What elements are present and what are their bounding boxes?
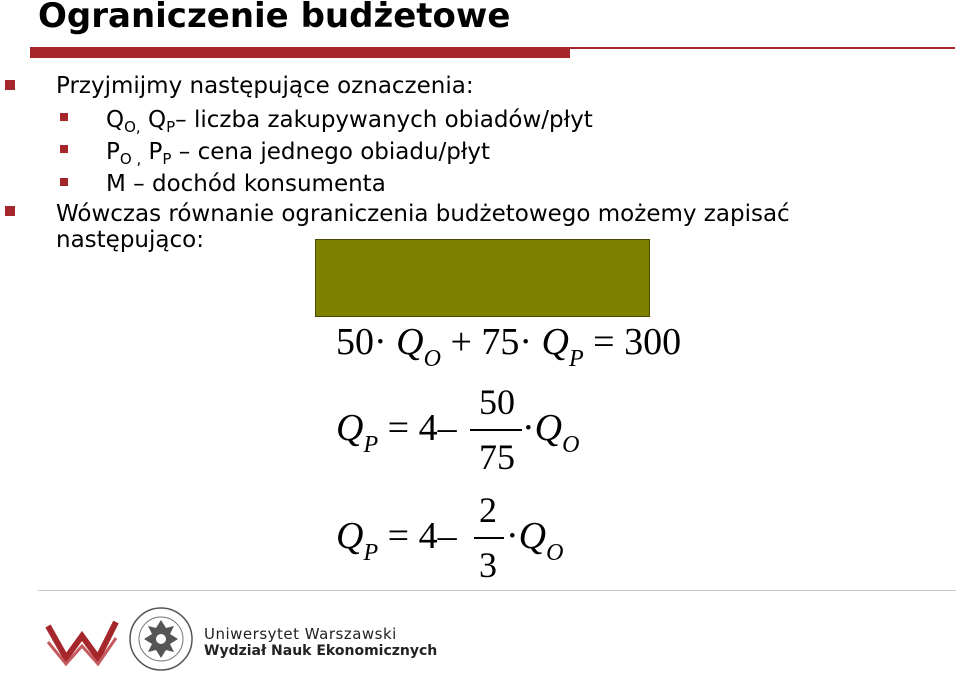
- var-q: Q: [336, 515, 364, 557]
- title-underline: [30, 47, 955, 59]
- equation-qp-2-tail: [506, 514, 564, 566]
- conclusion-line-2: następująco:: [56, 227, 204, 253]
- subscript-o: O: [423, 346, 441, 372]
- square-bullet-icon: [60, 145, 68, 153]
- plus-operator: +: [450, 321, 472, 363]
- q-symbol: Q: [148, 107, 167, 133]
- intro-text: Przyjmijmy następujące oznaczenia:: [56, 73, 474, 99]
- var-q: Q: [541, 321, 569, 363]
- var-q: Q: [396, 321, 424, 363]
- subscript-o: O: [546, 540, 564, 566]
- equals-operator: =: [593, 321, 615, 363]
- wne-logo-icon: [44, 616, 120, 668]
- highlight-box: [315, 239, 650, 317]
- subscript-p: P: [569, 346, 584, 372]
- var-q: Q: [518, 515, 547, 557]
- equation-qp-2: [336, 514, 457, 566]
- conclusion-line-1: Wówczas równanie ograniczenia budżetowego możemy zapisać: [56, 201, 790, 227]
- item-description: – cena jednego obiadu/płyt: [178, 139, 491, 165]
- equals-operator: =: [387, 407, 410, 449]
- fraction-numerator: 50: [479, 382, 515, 422]
- footer-divider: [38, 590, 956, 591]
- p-subscript: P: [162, 150, 172, 168]
- subscript-p: P: [363, 432, 379, 458]
- logo-university-name: Uniwersytet Warszawski: [204, 625, 397, 643]
- equals-operator: =: [387, 515, 410, 557]
- p-symbol: P: [148, 139, 163, 165]
- dot-operator: ·: [522, 407, 535, 449]
- p-subscript: O ,: [119, 150, 142, 168]
- p-symbol: P: [106, 139, 120, 165]
- q-subscript: P: [166, 118, 176, 136]
- title-underline-thin: [570, 47, 955, 49]
- fraction-denominator: 3: [479, 545, 497, 585]
- square-bullet-icon: [5, 206, 15, 216]
- item-prices: [106, 138, 490, 166]
- coef-75: 75: [481, 321, 520, 363]
- value-4: 4: [418, 407, 438, 449]
- equation-qp-1: [336, 406, 457, 458]
- square-bullet-icon: [5, 80, 15, 90]
- minus-operator: –: [437, 407, 457, 449]
- coef-50: 50: [336, 321, 374, 363]
- fraction-denominator: 75: [479, 437, 515, 477]
- equation-qp-1-tail: [522, 406, 580, 458]
- dot-operator: ·: [506, 515, 519, 557]
- item-description: – liczba zakupywanych obiadów/płyt: [175, 107, 593, 133]
- fraction-numerator: 2: [479, 490, 497, 530]
- item-income: M – dochód konsumenta: [106, 171, 386, 197]
- dot-operator: ·: [374, 321, 387, 363]
- item-quantities: [106, 106, 593, 134]
- university-seal-icon: [128, 606, 194, 672]
- var-q: Q: [534, 407, 563, 449]
- dot-operator: ·: [519, 321, 533, 363]
- q-subscript: O,: [124, 118, 141, 136]
- subscript-o: O: [562, 432, 580, 458]
- slide-title: Ograniczenie budżetowe: [38, 0, 511, 36]
- title-underline-thick: [30, 47, 570, 58]
- minus-operator: –: [437, 515, 457, 557]
- var-q: Q: [336, 407, 364, 449]
- square-bullet-icon: [60, 113, 68, 121]
- square-bullet-icon: [60, 178, 68, 186]
- fraction-bar: [474, 537, 504, 539]
- value-300: 300: [624, 321, 682, 363]
- equation-budget: [336, 320, 682, 372]
- q-symbol: Q: [106, 107, 125, 133]
- logo-faculty-name: Wydział Nauk Ekonomicznych: [204, 643, 438, 659]
- fraction-bar: [470, 429, 522, 431]
- subscript-p: P: [363, 540, 379, 566]
- value-4: 4: [418, 515, 438, 557]
